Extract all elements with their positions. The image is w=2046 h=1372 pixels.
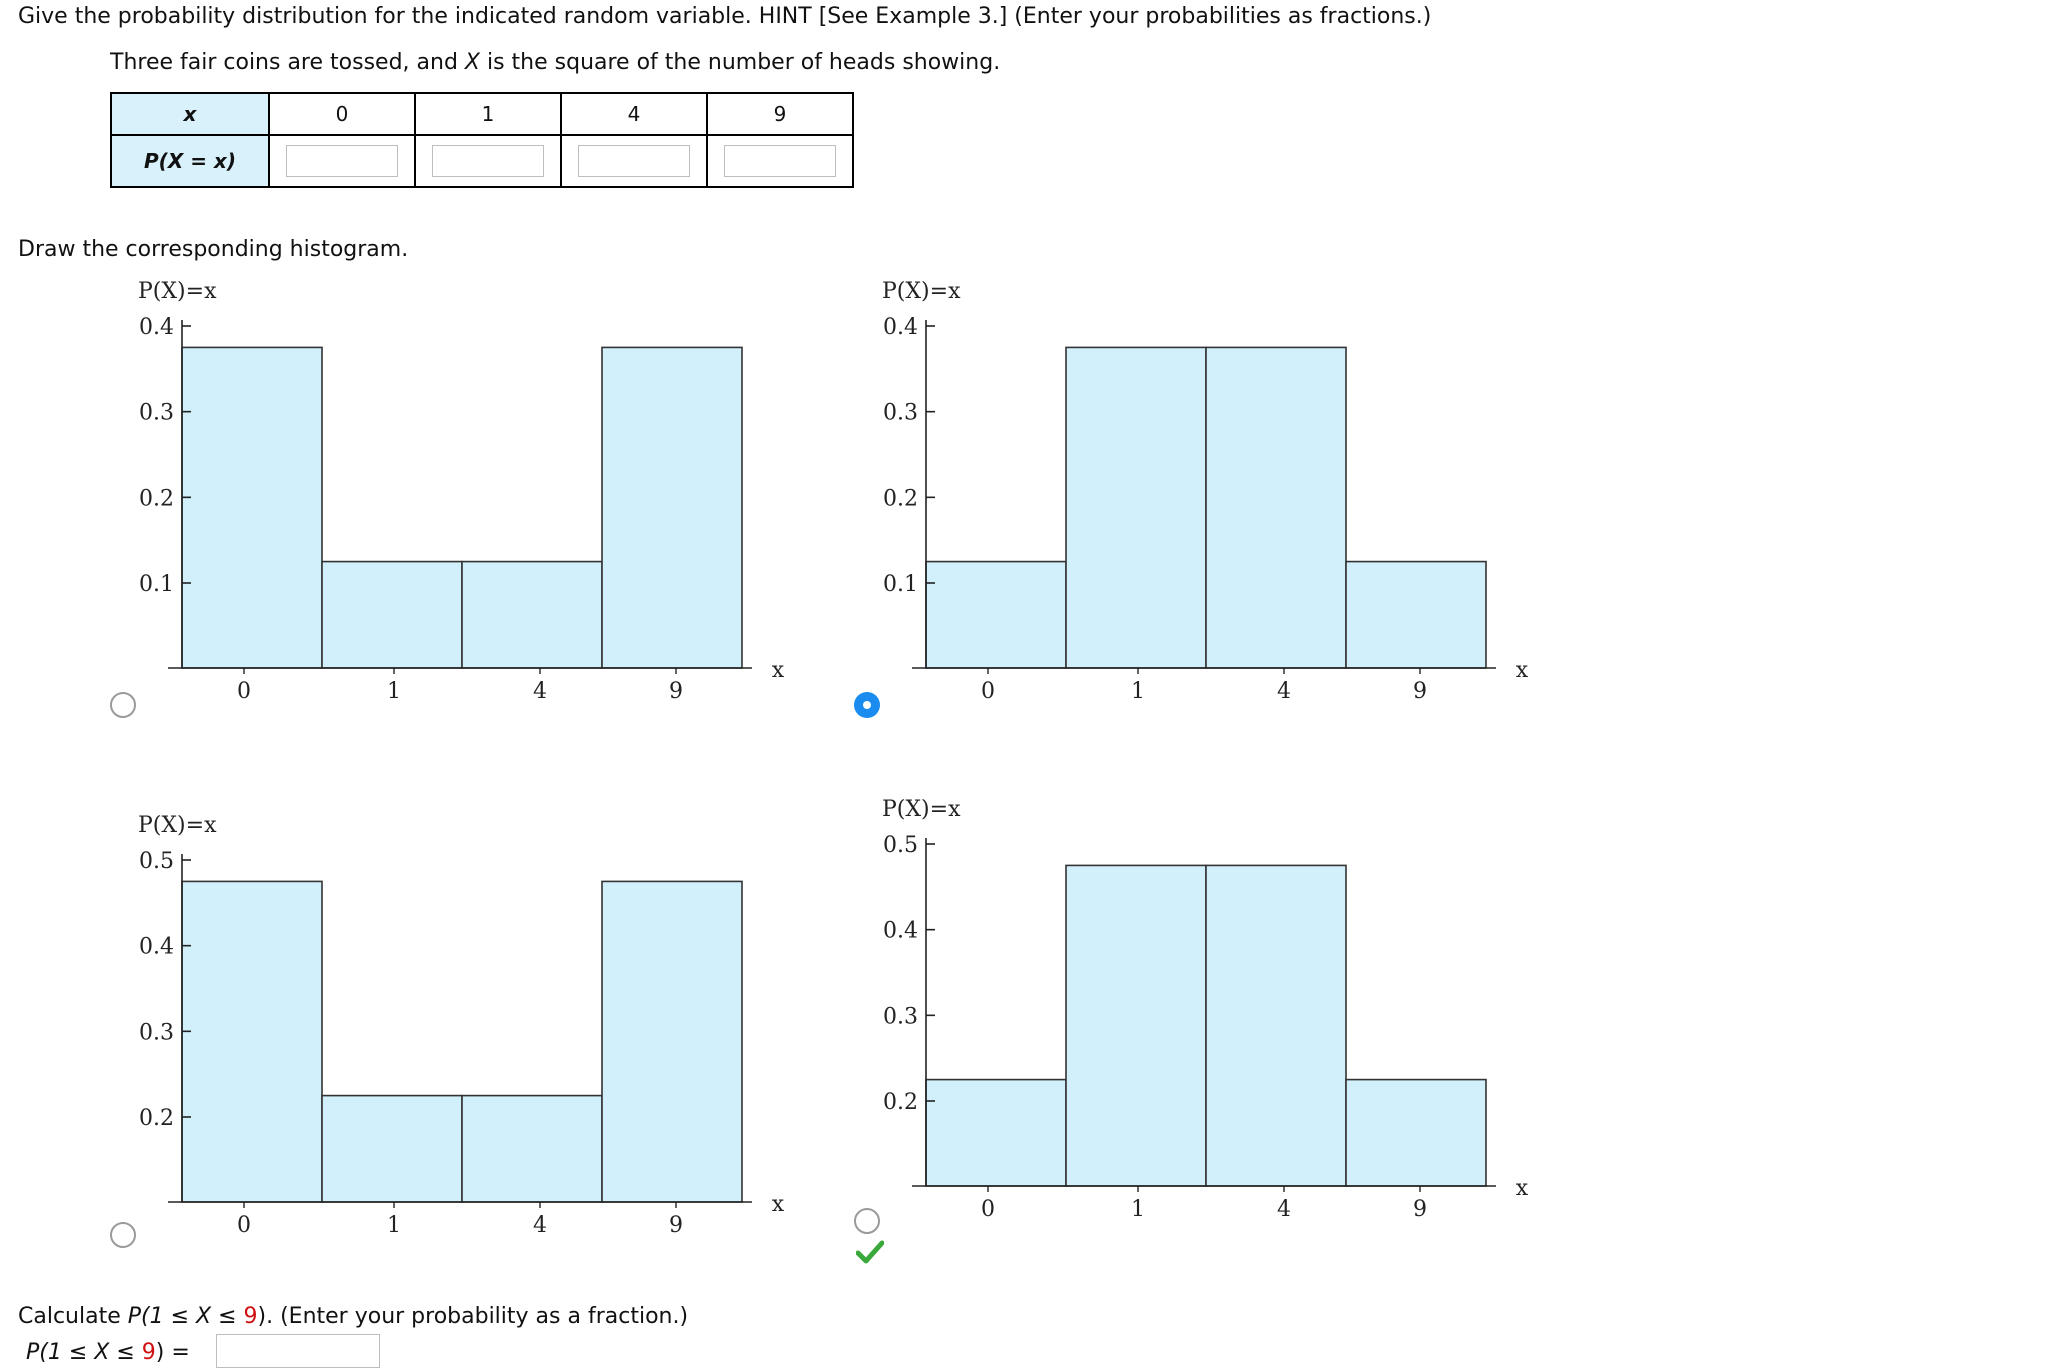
y-axis-label: P(X)=x [138,813,217,838]
calculate-expr-c: ). [257,1304,274,1329]
histogram-bar [322,1096,462,1202]
histogram-bar [322,562,462,668]
y-tick-label: 0.2 [139,486,174,512]
scenario-pre: Three fair coins are tossed, and [110,50,465,75]
calculate-input-label [26,1340,190,1365]
table-row-prob [111,135,853,187]
calc-input-label-c: ) = [155,1340,190,1365]
y-axis-label: P(X)=x [882,279,961,304]
x-axis-label: x [771,658,785,683]
x-tick-label: 0 [237,679,251,704]
y-tick-label: 0.4 [139,315,174,340]
calculate-label-post: (Enter your probability as a fraction.) [273,1304,689,1329]
histogram-bar [1206,865,1346,1186]
x-axis-label: x [771,1192,785,1217]
radio-option-a[interactable] [110,692,136,718]
y-tick-label: 0.1 [883,572,918,597]
distribution-table [110,92,854,188]
radio-option-b[interactable] [854,692,880,718]
x-tick-label: 4 [533,679,547,704]
table-header-x: x [111,93,269,135]
y-tick-label: 0.5 [883,833,918,858]
calc-input-label-a: P(1 ≤ X ≤ [26,1340,142,1365]
scenario-text [110,50,1000,75]
table-prob-cell [415,135,561,187]
calculate-expr-b: 9 [243,1304,258,1329]
x-tick-label: 4 [533,1213,547,1238]
y-tick-label: 0.3 [883,1004,918,1030]
scenario-post: is the square of the number of heads showing. [479,50,1001,75]
y-tick-label: 0.4 [883,918,918,944]
x-tick-label: 4 [1277,1197,1291,1222]
x-tick-label: 0 [981,679,995,704]
histogram-bar [1346,1080,1486,1186]
histogram-bar [602,881,742,1202]
histogram-bar [602,347,742,668]
table-prob-cell [269,135,415,187]
x-tick-label: 0 [981,1197,995,1222]
histogram-option-c [130,802,890,1262]
table-x-value: 0 [269,93,415,135]
calc-input-label-b: 9 [141,1340,156,1365]
y-tick-label: 0.3 [883,400,918,426]
prob-input-4[interactable] [578,145,690,177]
y-tick-label: 0.4 [883,315,918,340]
prob-input-9[interactable] [724,145,836,177]
histogram-bar [1066,347,1206,668]
y-tick-label: 0.4 [139,934,174,960]
histogram-bar [926,562,1066,668]
x-tick-label: 1 [1131,679,1145,704]
y-tick-label: 0.5 [139,849,174,874]
y-axis-label: P(X)=x [882,797,961,822]
table-prob-cell [561,135,707,187]
prob-input-0[interactable] [286,145,398,177]
histogram-bar [462,562,602,668]
x-axis-label: x [1515,658,1529,683]
y-tick-label: 0.2 [883,1090,918,1115]
histogram-option-d [874,786,1634,1246]
y-axis-label: P(X)=x [138,279,217,304]
y-tick-label: 0.3 [139,400,174,426]
calculate-prompt [18,1304,688,1329]
y-tick-label: 0.1 [139,572,174,597]
radio-option-d[interactable] [854,1208,880,1234]
prob-input-1[interactable] [432,145,544,177]
y-tick-label: 0.2 [883,486,918,512]
calculate-label-pre: Calculate [18,1304,128,1329]
table-row-x [111,93,853,135]
x-tick-label: 9 [669,1213,683,1238]
table-x-value: 4 [561,93,707,135]
y-tick-label: 0.2 [139,1106,174,1131]
probability-answer-input[interactable] [216,1334,380,1368]
x-tick-label: 4 [1277,679,1291,704]
table-prob-cell [707,135,853,187]
x-axis-label: x [1515,1176,1529,1201]
x-tick-label: 9 [1413,679,1427,704]
table-header-prob: P(X = x) [111,135,269,187]
histogram-option-a [130,268,890,728]
radio-option-c[interactable] [110,1222,136,1248]
histogram-bar [182,881,322,1202]
histogram-bar [1066,865,1206,1186]
table-x-value: 9 [707,93,853,135]
x-tick-label: 1 [387,679,401,704]
histogram-bar [462,1096,602,1202]
x-tick-label: 0 [237,1213,251,1238]
x-tick-label: 9 [1413,1197,1427,1222]
histogram-bar [926,1080,1066,1186]
y-tick-label: 0.3 [139,1020,174,1046]
x-tick-label: 1 [387,1213,401,1238]
correct-check-icon [856,1240,884,1264]
x-tick-label: 1 [1131,1197,1145,1222]
x-tick-label: 9 [669,679,683,704]
question-prompt: Give the probability distribution for the indicated random variable. HINT [See Example 3.] (Enter your probabilities as fractions.) [18,4,1432,29]
histogram-option-b [874,268,1634,728]
histogram-bar [1206,347,1346,668]
histogram-prompt: Draw the corresponding histogram. [18,237,409,262]
histogram-bar [182,347,322,668]
table-x-value: 1 [415,93,561,135]
histogram-bar [1346,562,1486,668]
scenario-var: X [464,50,480,75]
calculate-expr-a: P(1 ≤ X ≤ [127,1304,244,1329]
